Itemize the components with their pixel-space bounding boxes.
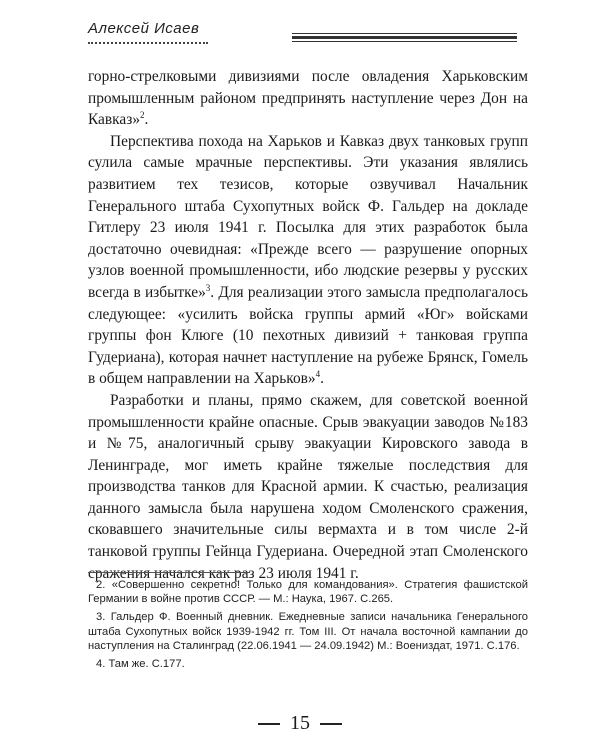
footnote-ref-4: 4 xyxy=(315,369,321,380)
page-number-dash-right xyxy=(320,723,342,725)
paragraph-3: Разработки и планы, прямо скажем, для советской военной промышленности крайне опасные. Срыв эвакуации заводов №183 и №75, аналогичный срыву эвакуации Кировского завода в Ленинграде, мог иметь крайне тяжелые последствия для производства танков для Красной армии. К счастью, реализация данного замысла была нарушена ходом Смоленского сражения, сковавшего значительные силы вермахта и в том числе 2-й танковой группы Гейнца Гудериана. Очередной этап Смоленского сражения начался как раз 23 июля 1941 г. xyxy=(88,391,528,582)
footnote-4: 4. Там же. С.177. xyxy=(96,658,185,671)
footnote-separator xyxy=(88,572,250,573)
page-number-dash-left xyxy=(258,723,280,725)
page-number: 15 xyxy=(0,712,600,735)
footnote-2: 2. «Совершенно секретно! Только для командования». Стратегия фашистской Германии в войне против СССР. — М.: Наука, 1967. С.265. xyxy=(88,579,528,606)
paragraph-2: Перспектива похода на Харьков и Кавказ двух танковых групп сулила самые мрачные перспективы. Эти указания являлись развитием тех тезисов, которые озвучивал Начальник Генерального штаба Сухопутных войск Ф. Гальдер на докладе Гитлеру 23 июля 1941 г. Посылка для этих разработок была достаточно очевидная: «Прежде всего — разрушение опорных узлов военной промышленности, ибо людские резервы у русских всегда в избытке»$^3$. Для реализации этого замысла предполагалось следующее: «усилить войска группы армий «Юг» войсками группы фон Клюге (10 пехотных дивизий + танковая группа Гудериана), которая начнет наступление на рубеже Брянск, Гомель в общем направлении на Харьков»$^4$. xyxy=(88,132,528,388)
paragraph-1: горно-стрелковыми дивизиями после овладения Харьковским промышленным районом предпринять наступление через Дон на Кавказ»$^2$. xyxy=(88,68,528,129)
footnote-ref-2: 2 xyxy=(140,110,145,121)
header-dotted-rule xyxy=(88,42,208,44)
main-text xyxy=(88,66,528,584)
footnote-ref-3: 3 xyxy=(205,282,211,293)
running-header-author: Алексей Исаев xyxy=(88,20,200,37)
header-ornament-rule xyxy=(292,33,517,47)
footnote-3: 3. Гальдер Ф. Военный дневник. Ежедневные записи начальника Генерального штаба Сухопутных войск 1939-1942 гг. Том III. От начала восточной кампании до наступления на Сталинград (22.06.1941 — 24.09.1942) М.: Воениздат, 1971. С.176. xyxy=(88,611,528,652)
footnotes xyxy=(88,578,528,675)
